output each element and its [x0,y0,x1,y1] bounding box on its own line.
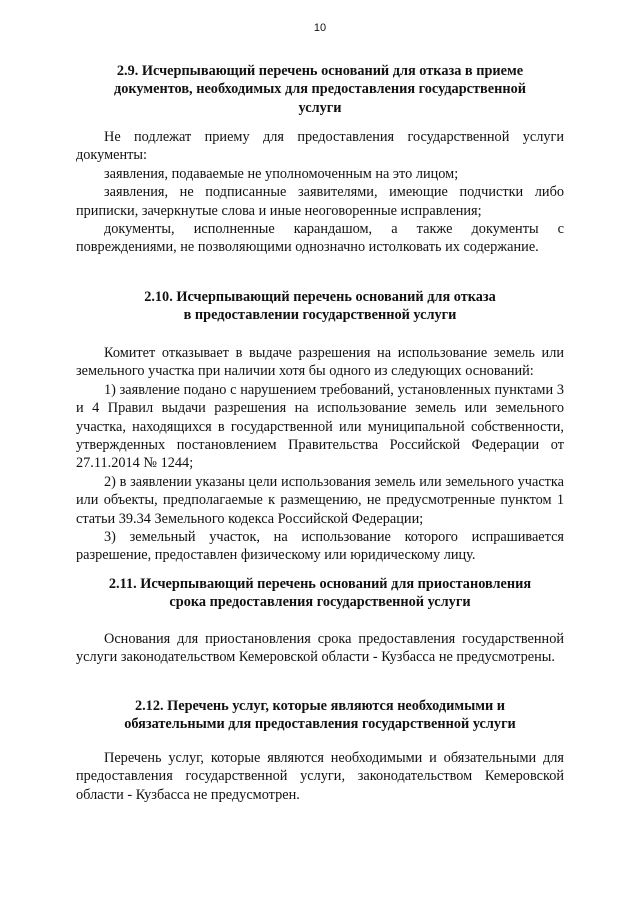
heading-line: 2.12. Перечень услуг, которые являются необходимыми и [134,698,506,714]
heading-line: срока предоставления государственной услуги [169,594,471,611]
paragraph: Не подлежат приему для предоставления государственной услуги документы: [76,129,564,164]
paragraph: Комитет отказывает в выдаче разрешения на использование земель или земельного участка при наличии хотя бы одного из следующих оснований: [76,345,564,380]
paragraph: 1) заявление подано с нарушением требований, установленных пунктами 3 и 4 Правил выдачи разрешения на использование земель или земельного участка, находящихся в государственной или муниципальной собственности, утвержденных постановлением Правительства Российской Федерации от 27.11.2014 № 1244; [76,381,564,472]
heading-line: в предоставлении государственной услуги [183,307,457,324]
heading-line: 2.9. Исчерпывающий перечень оснований для отказа в приеме [116,63,524,79]
heading-line: услуги [298,99,342,116]
paragraph: Перечень услуг, которые являются необходимыми и обязательными для предоставления государственной услуги, законодательством Кемеровской области - Кузбасса не предусмотрен. [76,750,564,803]
section-2-10-body [76,344,564,565]
paragraph: документы, исполненные карандашом, а также документы с повреждениями, не позволяющими однозначно истолковать их содержание. [76,221,564,256]
section-2-9-body [76,128,564,257]
heading-line: документов, необходимых для предоставления государственной [114,81,526,98]
section-2-9-heading [76,62,564,117]
heading-line: 2.10. Исчерпывающий перечень оснований для отказа [144,289,496,305]
page-number: 10 [313,22,327,34]
paragraph: 2) в заявлении указаны цели использования земель или земельного участка или объекты, предполагаемые к размещению, не предусмотренные пунктом 1 статьи 39.34 Земельного кодекса Российской Федерации; [76,473,564,527]
paragraph: Основания для приостановления срока предоставления государственной услуги законодательством Кемеровской области - Кузбасса не предусмотрены. [76,631,564,666]
section-2-11-body [76,630,564,667]
section-2-10-heading [76,288,564,325]
section-2-12-heading [76,697,564,734]
paragraph: заявления, не подписанные заявителями, имеющие подчистки либо приписки, зачеркнутые слова и иные неоговоренные исправления; [76,184,564,219]
paragraph: заявления, подаваемые не уполномоченным на это лицом; [104,165,459,182]
section-2-12-body [76,749,564,804]
section-2-11-heading [76,575,564,612]
heading-line: обязательными для предоставления государственной услуги [124,716,516,733]
heading-line: 2.11. Исчерпывающий перечень оснований для приостановления [108,576,532,592]
paragraph: 3) земельный участок, на использование которого испрашивается разрешение, предоставлен физическому или юридическому лицу. [76,529,564,564]
